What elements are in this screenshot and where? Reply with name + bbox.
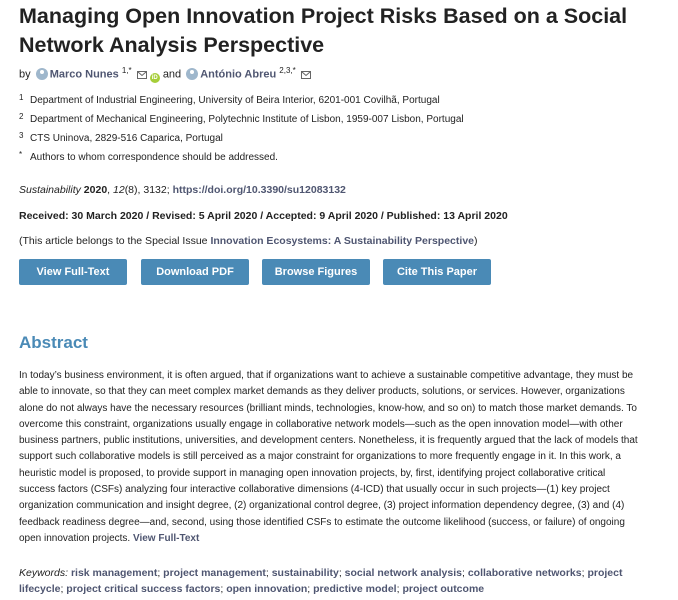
keyword-link[interactable]: project critical success factors [66, 583, 221, 595]
browse-figures-button[interactable]: Browse Figures [262, 259, 370, 285]
keywords: Keywords: risk management; project management; sustainability; social network analysis; collaborative networks; project lifecycle; project critical success factors; open innovation; predictive model; project outcome [19, 567, 623, 595]
download-pdf-button[interactable]: Download PDF [141, 259, 249, 285]
keywords-label: Keywords: [19, 567, 69, 579]
mail-icon[interactable] [137, 71, 147, 79]
citation-volume: 12 [113, 184, 125, 196]
citation-issue: (8), 3132; [124, 184, 173, 196]
keyword-link[interactable]: project lifecycle [19, 567, 623, 595]
author-link-1[interactable]: Marco Nunes [49, 68, 119, 81]
doi-link[interactable]: https://doi.org/10.3390/su12083132 [172, 184, 346, 196]
abstract-text: In today’s business environment, it is often argued, that if organizations want to achieve a sustainable competitive advantage, they must be able to innovate, so that they can meet complex market demands as they deliver products, solutions, or services. However, organizations alone do not always have the necessary resources (brilliant minds, technologies, know-how, and so on) to match those market demands. To overcome this constraint, organizations usually engage in collaborative network models—such as the open innovation model—with other business partners, public institutions, universities, and development centers. Nonetheless, it is frequently argued that the lack of models that support such collaborative models is still perceived as a major constraint for organizations to more frequently engage in it. In this work, a heuristic model is proposed, to provide support in managing open innovation projects, by, first, identifying project collaborative critical success factors (CSFs) analyzing four interactive collaborative dimensions (4-ICD) that usually occur in such projects—(1) key project organization communication and insight degree, (2) organizational control degree, (3) project information dependency degree, (3) and (4) feedback readiness degree—and, second, using those identified CSFs to estimate the outcome likelihood (success, or failure) of ongoing open innovation projects. View Full-Text [19, 370, 638, 544]
keyword-link[interactable]: project management [163, 567, 266, 579]
special-issue-link[interactable]: Innovation Ecosystems: A Sustainability Perspective [210, 235, 474, 247]
author-line [19, 66, 311, 83]
keyword-link[interactable]: risk management [70, 567, 158, 579]
keyword-link[interactable]: social network analysis [344, 567, 462, 579]
special-issue-line: (This article belongs to the Special Issue Innovation Ecosystems: A Sustainability Perspective) [19, 235, 478, 247]
citation-year: 2020 [83, 184, 108, 196]
keyword-link[interactable]: project outcome [402, 583, 485, 595]
abstract-heading: Abstract [19, 333, 88, 352]
affiliation-item: * Authors to whom correspondence should be addressed. [19, 150, 278, 163]
cite-paper-button[interactable]: Cite This Paper [383, 259, 491, 285]
journal-name: Sustainability [19, 184, 81, 196]
article-title: Managing Open Innovation Project Risks Based on a Social Network Analysis Perspective [19, 4, 628, 57]
affiliation-item: 3 CTS Uninova, 2829-516 Caparica, Portugal [19, 131, 223, 144]
keyword-link[interactable]: open innovation [226, 583, 308, 595]
and-label: and [162, 68, 182, 81]
person-icon [186, 68, 198, 80]
citation-line: Sustainability 2020, 12(8), 3132; https://doi.org/10.3390/su12083132 [19, 184, 346, 196]
person-icon [36, 68, 48, 80]
keyword-link[interactable]: predictive model [313, 583, 397, 595]
affiliation-item: 2 Department of Mechanical Engineering, Polytechnic Institute of Lisbon, 1959-007 Lisbon, Portugal [19, 112, 464, 125]
by-label: by [19, 68, 31, 81]
view-full-text-button[interactable]: View Full-Text [19, 259, 127, 285]
affiliation-item: 1 Department of Industrial Engineering, University of Beira Interior, 6201-001 Covilhã, Portugal [19, 93, 440, 106]
publication-dates: Received: 30 March 2020 / Revised: 5 April 2020 / Accepted: 9 April 2020 / Published: 13 April 2020 [19, 210, 508, 222]
author-2-affil: 2,3,* [279, 66, 296, 75]
author-link-2[interactable]: António Abreu [200, 68, 277, 81]
keyword-link[interactable]: sustainability [271, 567, 339, 579]
mail-icon[interactable] [301, 71, 311, 79]
keyword-link[interactable]: collaborative networks [467, 567, 582, 579]
author-1-affil: 1,* [121, 66, 132, 75]
affiliations [19, 95, 464, 171]
abstract-view-full-text-link[interactable]: View Full-Text [132, 532, 200, 544]
orcid-icon[interactable]: iD [151, 74, 158, 81]
